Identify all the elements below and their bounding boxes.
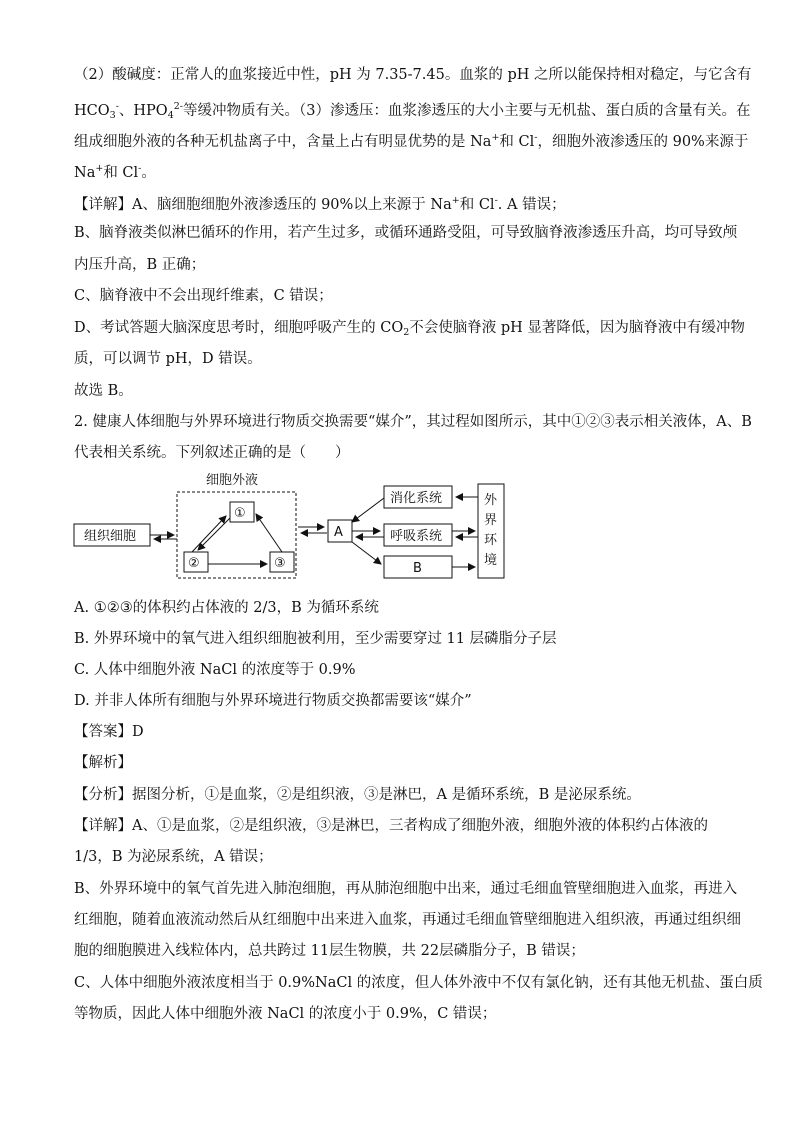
text: 和 Cl [499,134,535,150]
superscript: + [451,195,460,206]
tissue-cells-label: 组织细胞 [84,529,137,544]
acidity-line-3 [74,128,748,152]
subscript: 3 [109,110,116,121]
text: 等缓冲物质有关。（3）渗透压：血浆渗透压的大小主要与无机盐、蛋白质的含量有关。在 [183,103,751,119]
q2-detail-c1: C、人体中细胞外液浓度相当于 0.9%NaCl 的浓度，但人体外液中不仅有氯化钠，还有其他无机盐、蛋白质 [74,975,763,991]
acidity-line-2 [74,97,751,126]
q1-detail-b2: 内压升高，B 正确； [74,257,206,273]
text: 不会使脑脊液 pH 显著降低，因为脑脊液中有缓冲物 [409,320,745,336]
q1-detail-d2: 质，可以调节 pH，D 错误。 [74,351,262,367]
fenxi-text: 据图分析，①是血浆，②是组织液，③是淋巴，A 是循环系统，B 是泌尿系统。 [132,787,641,803]
external-char-2: 界 [484,513,498,528]
text: . A 错误； [497,197,566,213]
answer-value: D [132,724,144,740]
text: 。 [141,165,156,181]
acidity-line-4 [74,159,156,183]
arrow-a-to-b [352,542,381,564]
q1-detail-d1 [74,318,745,343]
arrow-2-to-1 [192,516,226,552]
q2-detail-b1: B、外界环境中的氧气首先进入肺泡细胞，再从肺泡细胞中出来，通过毛细血管壁细胞进入血浆，再进入 [74,881,738,897]
node-1-label: ① [234,506,246,521]
superscript: - [138,163,142,174]
q2-detail-a1 [74,816,708,836]
text: 和 Cl [459,197,495,213]
arrow-1-to-2 [198,518,230,550]
q1-choice: 故选 B。 [74,383,133,399]
text: 和 Cl [103,165,139,181]
q2-detail-b2: 红细胞，随着血液流动然后从红细胞中出来进入血浆，再通过毛细血管壁细胞进入组织液，再通过组织细 [74,912,741,928]
text: D、考试答题大脑深度思考时，细胞呼吸产生的 CO [74,320,404,336]
answer-label: 【答案】 [74,724,132,740]
system-a-label: A [334,525,343,540]
subscript: 2 [403,327,410,338]
node-3-label: ③ [274,556,286,571]
q1-detail-b1: B、脑脊液类似淋巴循环的作用，若产生过多，或循环通路受阻，可导致脑脊液渗透压升高，均可导致颅 [74,225,738,241]
hco3: HCO [74,103,110,119]
detail-text: A、①是血浆，②是组织液，③是淋巴，三者构成了细胞外液，细胞外液的体积约占体液的 [132,818,708,834]
arrow-3-to-1 [256,514,282,552]
q2-detail-c2: 等物质，因此人体中细胞外液 NaCl 的浓度小于 0.9%，C 错误； [74,1006,497,1022]
detail-label: 【详解】 [74,818,132,834]
text: 组成细胞外液的各种无机盐离子中，含量上占有明显优势的是 Na [74,134,492,150]
q2-option-c: C. 人体中细胞外液 NaCl 的浓度等于 0.9% [74,662,356,678]
hpo4: 、HPO [118,103,168,119]
q2-option-b: B. 外界环境中的氧气进入组织细胞被利用，至少需要穿过 11 层磷脂分子层 [74,631,557,647]
node-2-label: ② [188,556,200,571]
q1-detail-a [74,191,566,215]
superscript: + [491,132,500,143]
external-char-4: 境 [484,553,498,568]
subscript: 4 [167,110,174,121]
fenxi-label: 【分析】 [74,787,132,803]
arrow-digestive-to-a [352,498,384,522]
q2-analysis-label: 【解析】 [74,755,132,771]
superscript: 2- [173,101,184,112]
superscript: - [494,195,498,206]
external-char-3: 环 [484,533,498,548]
text: Na [74,165,96,181]
q2-stem-2: 代表相关系统。下列叙述正确的是（ ） [74,445,350,461]
superscript: - [115,101,119,112]
extracellular-label: 细胞外液 [206,473,259,488]
text: ，细胞外液渗透压的 90%来源于 [537,134,749,150]
q1-detail-c: C、脑脊液中不会出现纤维素，C 错误； [74,288,333,304]
q2-fenxi [74,785,641,805]
q2-option-a: A. ①②③的体积约占体液的 2/3，B 为循环系统 [74,600,379,616]
exchange-diagram [70,468,520,588]
digestive-system-label: 消化系统 [390,491,443,506]
q2-answer [74,722,144,742]
superscript: - [534,132,538,143]
respiratory-system-label: 呼吸系统 [390,529,443,544]
text: 【详解】A、脑细胞细胞外液渗透压的 90%以上来源于 Na [74,197,452,213]
external-char-1: 外 [484,493,498,508]
q2-detail-b3: 胞的细胞膜进入线粒体内，总共跨过 11层生物膜，共 22层磷脂分子，B 错误； [74,943,585,959]
q2-option-d: D. 并非人体所有细胞与外界环境进行物质交换都需要该“媒介” [74,693,472,709]
q2-stem-1: 2. 健康人体细胞与外界环境进行物质交换需要“媒介”，其过程如图所示，其中①②③表示相关液体，A、B [74,414,752,430]
text: （2）酸碱度：正常人的血浆接近中性，pH 为 7.35-7.45。血浆的 pH 之所以能保持相对稳定，与它含有 [74,67,752,83]
superscript: + [95,163,104,174]
system-b-label: B [413,561,422,576]
acidity-line-1 [74,65,751,85]
q2-detail-a2: 1/3，B 为泌尿系统，A 错误； [74,849,273,865]
